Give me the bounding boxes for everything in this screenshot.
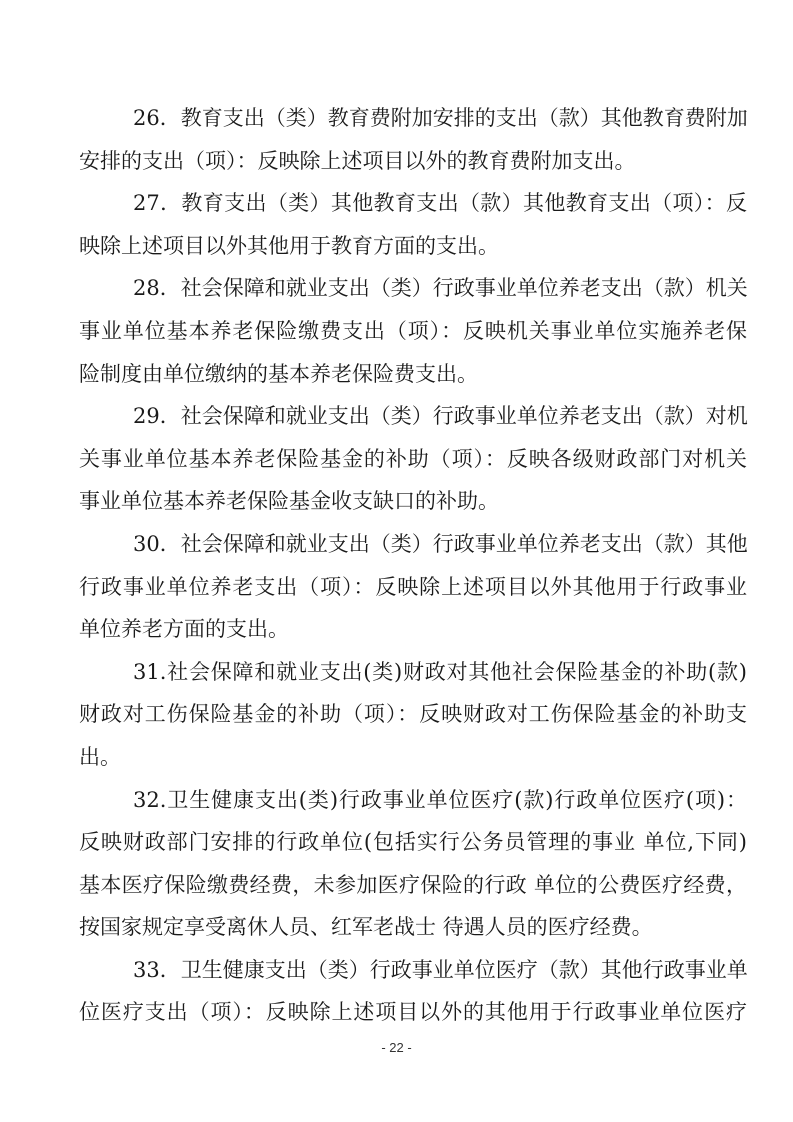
text-line: 31.社会保障和就业支出(类)财政对其他社会保险基金的补助(款) <box>133 659 747 684</box>
paragraph <box>79 651 747 779</box>
text-line: 行政事业单位养老支出（项）：反映除上述项目以外其他用于行政事业 <box>79 574 747 599</box>
text-line: 按国家规定享受离休人员、红军老战士 待遇人员的医疗经费。 <box>79 915 653 940</box>
text-line: 29．社会保障和就业支出（类）行政事业单位养老支出（款）对机 <box>133 404 748 429</box>
paragraph <box>79 523 747 651</box>
text-line: 财政对工伤保险基金的补助（项）：反映财政对工伤保险基金的补助支 <box>79 702 747 727</box>
text-line: 基本医疗保险缴费经费，未参加医疗保险的行政 单位的公费医疗经费， <box>79 872 747 897</box>
text-line: 反映财政部门安排的行政单位(包括实行公务员管理的事业 单位,下同) <box>79 830 747 855</box>
text-line: 28．社会保障和就业支出（类）行政事业单位养老支出（款）机关 <box>133 276 748 301</box>
document-body <box>79 97 747 1034</box>
text-line: 单位养老方面的支出。 <box>79 617 289 642</box>
text-line: 出。 <box>79 744 121 769</box>
text-line: 27．教育支出（类）其他教育支出（款）其他教育支出（项）：反 <box>133 191 747 216</box>
text-line: 险制度由单位缴纳的基本养老保险费支出。 <box>79 361 478 386</box>
text-line: 安排的支出（项）：反映除上述项目以外的教育费附加支出。 <box>79 148 636 173</box>
page-number: - 22 - <box>381 1040 412 1055</box>
paragraph <box>79 949 747 1034</box>
text-line: 位医疗支出（项）：反映除上述项目以外的其他用于行政事业单位医疗 <box>79 1000 747 1025</box>
text-line: 33．卫生健康支出（类）行政事业单位医疗（款）其他行政事业单 <box>133 957 748 982</box>
text-line: 映除上述项目以外其他用于教育方面的支出。 <box>79 233 499 258</box>
text-line: 32.卫生健康支出(类)行政事业单位医疗(款)行政单位医疗(项)： <box>133 787 747 812</box>
paragraph <box>79 182 747 267</box>
paragraph <box>79 97 747 182</box>
paragraph <box>79 395 747 523</box>
text-line: 事业单位基本养老保险缴费支出（项）：反映机关事业单位实施养老保 <box>79 318 747 343</box>
paragraph <box>79 779 747 949</box>
text-line: 30．社会保障和就业支出（类）行政事业单位养老支出（款）其他 <box>133 531 748 556</box>
text-line: 事业单位基本养老保险基金收支缺口的补助。 <box>79 489 499 514</box>
text-line: 26．教育支出（类）教育费附加安排的支出（款）其他教育费附加 <box>133 106 748 130</box>
paragraph <box>79 267 747 395</box>
text-line: 关事业单位基本养老保险基金的补助（项）：反映各级财政部门对机关 <box>79 446 747 471</box>
